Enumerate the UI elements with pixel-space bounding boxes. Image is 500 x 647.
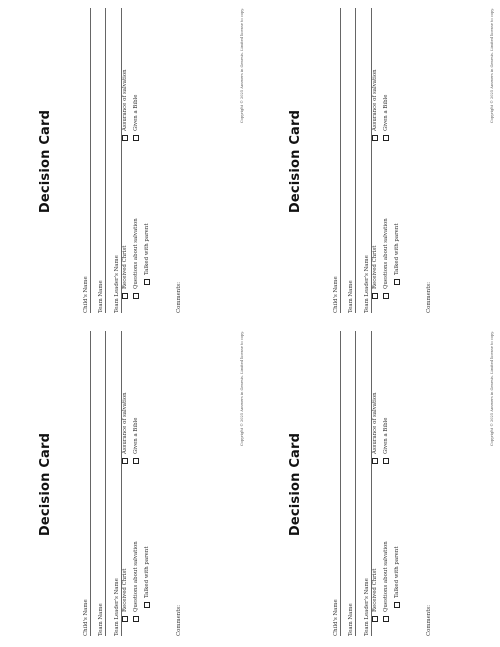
team-name-field[interactable] <box>93 331 106 636</box>
copyright-text: Copyright © 2025 Answers in Genesis. Limited license to copy. <box>490 8 494 124</box>
option-received-christ[interactable] <box>122 246 128 299</box>
card-content <box>250 323 500 646</box>
option-label: Given a Bible <box>383 417 389 454</box>
decision-card-3 <box>0 323 250 646</box>
option-label: Talked with parent <box>394 223 400 275</box>
option-label: Questions about salvation <box>133 541 139 612</box>
option-label: Received Christ <box>372 245 378 289</box>
option-label: Questions about salvation <box>383 218 389 289</box>
card-title: Decision Card <box>38 109 53 214</box>
comments-label: Comments: <box>176 604 182 636</box>
decision-card-2 <box>250 0 500 323</box>
checkbox-icon[interactable] <box>122 135 128 141</box>
option-questions-salvation[interactable] <box>133 218 139 299</box>
team-leader-label: Team Leader's Name <box>364 578 370 636</box>
option-talked-parent[interactable] <box>144 547 150 609</box>
option-label: Talked with parent <box>144 223 150 275</box>
team-leader-label: Team Leader's Name <box>114 578 120 636</box>
card-title: Decision Card <box>38 432 53 537</box>
option-assurance-salvation[interactable] <box>372 69 378 141</box>
checkbox-icon[interactable] <box>383 616 389 622</box>
option-label: Questions about salvation <box>383 541 389 612</box>
option-label: Received Christ <box>372 568 378 612</box>
checkbox-icon[interactable] <box>383 293 389 299</box>
team-leader-field[interactable] <box>359 331 372 636</box>
comments-label: Comments: <box>176 281 182 313</box>
child-name-field[interactable] <box>78 8 91 313</box>
child-name-label: Child's Name <box>333 599 339 636</box>
copyright-text: Copyright © 2025 Answers in Genesis. Limited license to copy. <box>490 331 494 447</box>
child-name-field[interactable] <box>78 331 91 636</box>
option-label: Assurance of salvation <box>372 392 378 454</box>
option-assurance-salvation[interactable] <box>372 392 378 464</box>
option-label: Assurance of salvation <box>372 69 378 131</box>
checkbox-icon[interactable] <box>394 602 400 608</box>
checkbox-icon[interactable] <box>372 293 378 299</box>
option-label: Talked with parent <box>144 546 150 598</box>
option-assurance-salvation[interactable] <box>122 69 128 141</box>
option-given-bible[interactable] <box>383 418 389 464</box>
option-given-bible[interactable] <box>383 95 389 141</box>
option-label: Given a Bible <box>383 94 389 131</box>
team-name-label: Team Name <box>98 280 104 313</box>
option-label: Given a Bible <box>133 94 139 131</box>
option-questions-salvation[interactable] <box>133 541 139 622</box>
team-name-field[interactable] <box>343 331 356 636</box>
comments-label: Comments: <box>426 604 432 636</box>
checkbox-icon[interactable] <box>144 279 150 285</box>
checkbox-icon[interactable] <box>122 616 128 622</box>
comments-label: Comments: <box>426 281 432 313</box>
option-received-christ[interactable] <box>122 569 128 622</box>
option-questions-salvation[interactable] <box>383 541 389 622</box>
decision-card-4 <box>250 323 500 646</box>
team-name-label: Team Name <box>98 603 104 636</box>
option-label: Questions about salvation <box>133 218 139 289</box>
checkbox-icon[interactable] <box>122 293 128 299</box>
option-given-bible[interactable] <box>133 418 139 464</box>
child-name-label: Child's Name <box>333 276 339 313</box>
decision-card-1 <box>0 0 250 323</box>
checkbox-icon[interactable] <box>133 616 139 622</box>
option-label: Received Christ <box>122 568 128 612</box>
option-label: Received Christ <box>122 245 128 289</box>
team-leader-field[interactable] <box>109 331 122 636</box>
team-leader-field[interactable] <box>109 8 122 313</box>
checkbox-icon[interactable] <box>133 458 139 464</box>
checkbox-icon[interactable] <box>383 458 389 464</box>
checkbox-icon[interactable] <box>372 616 378 622</box>
checkbox-icon[interactable] <box>372 135 378 141</box>
team-leader-field[interactable] <box>359 8 372 313</box>
option-given-bible[interactable] <box>133 95 139 141</box>
checkbox-icon[interactable] <box>383 135 389 141</box>
child-name-field[interactable] <box>328 331 341 636</box>
team-name-label: Team Name <box>348 603 354 636</box>
option-label: Assurance of salvation <box>122 392 128 454</box>
checkbox-icon[interactable] <box>133 135 139 141</box>
option-talked-parent[interactable] <box>144 224 150 286</box>
option-assurance-salvation[interactable] <box>122 392 128 464</box>
team-name-label: Team Name <box>348 280 354 313</box>
option-label: Given a Bible <box>133 417 139 454</box>
option-questions-salvation[interactable] <box>383 218 389 299</box>
checkbox-icon[interactable] <box>133 293 139 299</box>
copyright-text: Copyright © 2025 Answers in Genesis. Limited license to copy. <box>240 331 244 447</box>
option-label: Assurance of salvation <box>122 69 128 131</box>
option-label: Talked with parent <box>394 546 400 598</box>
team-name-field[interactable] <box>343 8 356 313</box>
option-talked-parent[interactable] <box>394 224 400 286</box>
option-received-christ[interactable] <box>372 569 378 622</box>
checkbox-icon[interactable] <box>394 279 400 285</box>
option-received-christ[interactable] <box>372 246 378 299</box>
card-title: Decision Card <box>288 432 303 537</box>
card-content <box>0 323 250 646</box>
checkbox-icon[interactable] <box>122 458 128 464</box>
option-talked-parent[interactable] <box>394 547 400 609</box>
child-name-field[interactable] <box>328 8 341 313</box>
child-name-label: Child's Name <box>83 276 89 313</box>
child-name-label: Child's Name <box>83 599 89 636</box>
team-name-field[interactable] <box>93 8 106 313</box>
card-content <box>0 0 250 323</box>
copyright-text: Copyright © 2025 Answers in Genesis. Limited license to copy. <box>240 8 244 124</box>
team-leader-label: Team Leader's Name <box>364 255 370 313</box>
card-title: Decision Card <box>288 109 303 214</box>
checkbox-icon[interactable] <box>372 458 378 464</box>
card-content <box>250 0 500 323</box>
team-leader-label: Team Leader's Name <box>114 255 120 313</box>
checkbox-icon[interactable] <box>144 602 150 608</box>
